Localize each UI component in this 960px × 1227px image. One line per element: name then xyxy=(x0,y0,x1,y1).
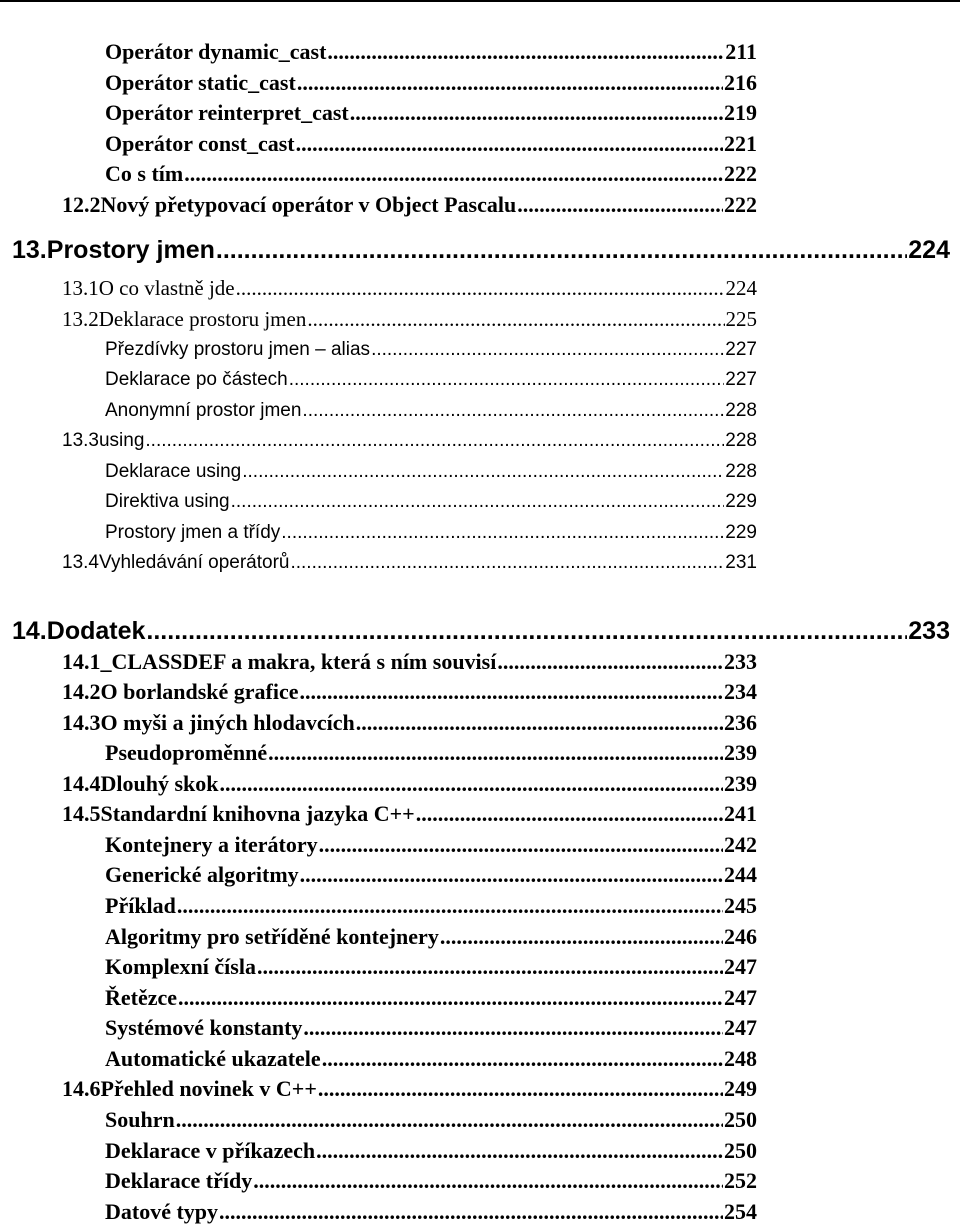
toc-entry[interactable] xyxy=(105,954,757,980)
toc-dot-leader xyxy=(319,832,723,858)
toc-dot-leader xyxy=(178,985,723,1011)
toc-entry-title: Souhrn xyxy=(105,1107,175,1132)
toc-entry-number: 13.1 xyxy=(62,276,99,300)
toc-entry-title: Anonymní prostor jmen xyxy=(105,400,302,421)
toc-entry[interactable] xyxy=(105,1138,757,1164)
toc-entry[interactable] xyxy=(62,710,757,736)
toc-dot-leader xyxy=(236,276,725,301)
toc-entry-title: O co vlastně jde xyxy=(98,276,235,300)
toc-dot-leader xyxy=(146,617,907,646)
toc-dot-leader xyxy=(440,924,723,950)
toc-dot-leader xyxy=(296,131,723,157)
toc-entry-number: 13.4 xyxy=(62,552,99,573)
toc-entry[interactable] xyxy=(105,461,757,483)
toc-entry[interactable] xyxy=(105,161,757,187)
toc-dot-leader xyxy=(303,1015,723,1041)
toc-dot-leader xyxy=(268,740,723,766)
toc-entry-title: Deklarace prostoru jmen xyxy=(98,307,307,331)
toc-entry[interactable] xyxy=(105,70,757,96)
toc-entry-title: Datové typy xyxy=(105,1199,219,1224)
toc-entry[interactable] xyxy=(105,893,757,919)
toc-entry-number: 13. xyxy=(12,236,47,264)
toc-entry-number: 13.3 xyxy=(62,430,99,451)
toc-entry[interactable] xyxy=(105,985,757,1011)
toc-entry-page: 246 xyxy=(724,924,757,949)
toc-dot-leader xyxy=(356,710,723,736)
toc-dot-leader xyxy=(517,192,723,218)
toc-entry[interactable] xyxy=(105,862,757,888)
toc-entry-page: 227 xyxy=(725,369,757,390)
toc-entry-title: Dlouhý skok xyxy=(100,771,219,796)
toc-entry-page: 250 xyxy=(724,1107,757,1132)
toc-entry-title: Nový přetypovací operátor v Object Pascalu xyxy=(100,192,517,217)
toc-entry-number: 14.4 xyxy=(62,771,101,796)
toc-entry-title: Přezdívky prostoru jmen – alias xyxy=(105,339,371,360)
toc-entry-title: _CLASSDEF a makra, která s ním souvisí xyxy=(100,649,497,674)
toc-dot-leader xyxy=(216,236,907,265)
toc-dot-leader xyxy=(253,1168,723,1194)
toc-entry[interactable] xyxy=(62,192,757,218)
toc-entry-page: 241 xyxy=(724,801,757,826)
toc-entry[interactable] xyxy=(62,552,757,574)
toc-entry-page: 229 xyxy=(725,491,757,512)
toc-entry-number: 14.6 xyxy=(62,1076,101,1101)
toc-entry[interactable] xyxy=(105,740,757,766)
toc-entry[interactable] xyxy=(62,801,757,827)
toc-entry[interactable] xyxy=(105,832,757,858)
toc-dot-leader xyxy=(220,771,723,797)
toc-dot-leader xyxy=(289,369,725,391)
toc-entry-title: Příklad xyxy=(105,893,176,918)
toc-entry-page: 228 xyxy=(725,400,757,421)
toc-dot-leader xyxy=(231,491,725,513)
toc-entry-page: 234 xyxy=(724,679,757,704)
toc-entry[interactable] xyxy=(12,617,950,646)
toc-dot-leader xyxy=(297,70,723,96)
toc-entry-page: 244 xyxy=(724,862,757,887)
toc-entry-page: 247 xyxy=(724,985,757,1010)
toc-entry-title: Kontejnery a iterátory xyxy=(105,832,318,857)
toc-dot-leader xyxy=(302,400,724,422)
toc-entry-title: Dodatek xyxy=(46,617,146,645)
toc-dot-leader xyxy=(219,1199,723,1225)
toc-entry[interactable] xyxy=(12,236,950,265)
toc-entry[interactable] xyxy=(62,679,757,705)
toc-entry-page: 249 xyxy=(724,1076,757,1101)
toc-entry-title: Deklarace třídy xyxy=(105,1168,253,1193)
toc-entry[interactable] xyxy=(105,1168,757,1194)
toc-entry[interactable] xyxy=(105,1199,757,1225)
toc-dot-leader xyxy=(184,161,723,187)
toc-entry-page: 247 xyxy=(724,1015,757,1040)
toc-entry[interactable] xyxy=(105,39,757,65)
toc-entry[interactable] xyxy=(105,400,757,422)
toc-entry-page: 236 xyxy=(724,710,757,735)
toc-entry-page: 228 xyxy=(725,430,757,451)
toc-entry-page: 233 xyxy=(908,617,950,645)
toc-entry-page: 228 xyxy=(725,461,757,482)
toc-entry-title: Komplexní čísla xyxy=(105,954,256,979)
toc-entry-page: 222 xyxy=(724,192,757,217)
toc-entry-page: 225 xyxy=(725,307,757,331)
toc-entry-title: Operátor reinterpret_cast xyxy=(105,100,349,125)
toc-entry-title: O borlandské grafice xyxy=(100,679,299,704)
toc-entry-title: Generické algoritmy xyxy=(105,862,299,887)
toc-entry[interactable] xyxy=(105,1046,757,1072)
toc-entry[interactable] xyxy=(105,1015,757,1041)
toc-entry-page: 239 xyxy=(724,771,757,796)
toc-dot-leader xyxy=(497,649,723,675)
toc-dot-leader xyxy=(177,893,723,919)
toc-entry-number: 14.2 xyxy=(62,679,101,704)
toc-entry-title: Automatické ukazatele xyxy=(105,1046,321,1071)
toc-entry[interactable] xyxy=(62,276,757,301)
toc-entry-page: 222 xyxy=(724,161,757,186)
toc-entry-page: 227 xyxy=(725,339,757,360)
toc-entry[interactable] xyxy=(105,522,757,544)
toc-entry-title: Prostory jmen a třídy xyxy=(105,522,281,543)
toc-entry[interactable] xyxy=(105,100,757,126)
toc-entry-page: 248 xyxy=(724,1046,757,1071)
toc-entry-page: 242 xyxy=(724,832,757,857)
toc-entry-page: 245 xyxy=(724,893,757,918)
toc-entry-title: Vyhledávání operátorů xyxy=(98,552,290,573)
toc-entry-title: Co s tím xyxy=(105,161,184,186)
toc-dot-leader xyxy=(257,954,723,980)
top-rule xyxy=(0,0,960,2)
toc-dot-leader xyxy=(281,522,724,544)
toc-dot-leader xyxy=(416,801,723,827)
toc-entry[interactable] xyxy=(62,771,757,797)
toc-entry[interactable] xyxy=(105,339,757,361)
toc-dot-leader xyxy=(300,679,724,705)
toc-entry-number: 14. xyxy=(12,617,47,645)
toc-entry-number: 14.3 xyxy=(62,710,101,735)
toc-entry-page: 219 xyxy=(724,100,757,125)
toc-entry-page: 221 xyxy=(724,131,757,156)
toc-entry-page: 247 xyxy=(724,954,757,979)
toc-entry-title: O myši a jiných hlodavcích xyxy=(100,710,355,735)
toc-entry-title: Operátor static_cast xyxy=(105,70,296,95)
toc-entry-page: 224 xyxy=(908,236,950,264)
toc-entry-title: using xyxy=(98,430,145,451)
toc-entry[interactable] xyxy=(105,131,757,157)
toc-entry-title: Operátor const_cast xyxy=(105,131,295,156)
toc-entry[interactable] xyxy=(105,491,757,513)
toc-entry-number: 14.1 xyxy=(62,649,101,674)
toc-entry-page: 250 xyxy=(724,1138,757,1163)
toc-entry-title: Deklarace v příkazech xyxy=(105,1138,316,1163)
toc-entry-title: Prostory jmen xyxy=(46,236,215,264)
toc-dot-leader xyxy=(371,339,724,361)
toc-entry-title: Přehled novinek v C++ xyxy=(100,1076,317,1101)
toc-entry-title: Algoritmy pro setříděné kontejnery xyxy=(105,924,439,949)
toc-entry[interactable] xyxy=(105,924,757,950)
toc-dot-leader xyxy=(316,1138,723,1164)
toc-entry[interactable] xyxy=(105,369,757,391)
toc-entry[interactable] xyxy=(62,307,757,332)
toc-entry-number: 12.2 xyxy=(62,192,101,217)
toc-dot-leader xyxy=(242,461,724,483)
toc-entry[interactable] xyxy=(62,430,757,452)
toc-dot-leader xyxy=(327,39,724,65)
toc-entry-title: Řetězce xyxy=(105,985,178,1010)
toc-dot-leader xyxy=(307,307,724,332)
toc-entry-page: 229 xyxy=(725,522,757,543)
toc-entry-page: 231 xyxy=(725,552,757,573)
toc-dot-leader xyxy=(176,1107,723,1133)
toc-dot-leader xyxy=(318,1076,723,1102)
toc-entry-page: 254 xyxy=(724,1199,757,1224)
toc-entry-title: Direktiva using xyxy=(105,491,230,512)
toc-entry-title: Deklarace using xyxy=(105,461,242,482)
toc-entry-number: 13.2 xyxy=(62,307,99,331)
toc-dot-leader xyxy=(300,862,723,888)
toc-entry[interactable] xyxy=(62,649,757,675)
toc-dot-leader xyxy=(350,100,723,126)
toc-entry-page: 216 xyxy=(724,70,757,95)
toc-entry[interactable] xyxy=(62,1076,757,1102)
toc-entry-page: 211 xyxy=(725,39,757,64)
toc-entry-title: Standardní knihovna jazyka C++ xyxy=(100,801,415,826)
toc-entry-page: 239 xyxy=(724,740,757,765)
toc-entry-title: Systémové konstanty xyxy=(105,1015,303,1040)
toc-entry-title: Pseudoproměnné xyxy=(105,740,268,765)
toc-dot-leader xyxy=(145,430,724,452)
toc-entry-page: 252 xyxy=(724,1168,757,1193)
toc-dot-leader xyxy=(322,1046,723,1072)
toc-entry[interactable] xyxy=(105,1107,757,1133)
toc-dot-leader xyxy=(290,552,724,574)
toc-entry-title: Deklarace po částech xyxy=(105,369,288,390)
toc-entry-page: 224 xyxy=(725,276,757,300)
toc-entry-page: 233 xyxy=(724,649,757,674)
toc-entry-number: 14.5 xyxy=(62,801,101,826)
toc-entry-title: Operátor dynamic_cast xyxy=(105,39,327,64)
